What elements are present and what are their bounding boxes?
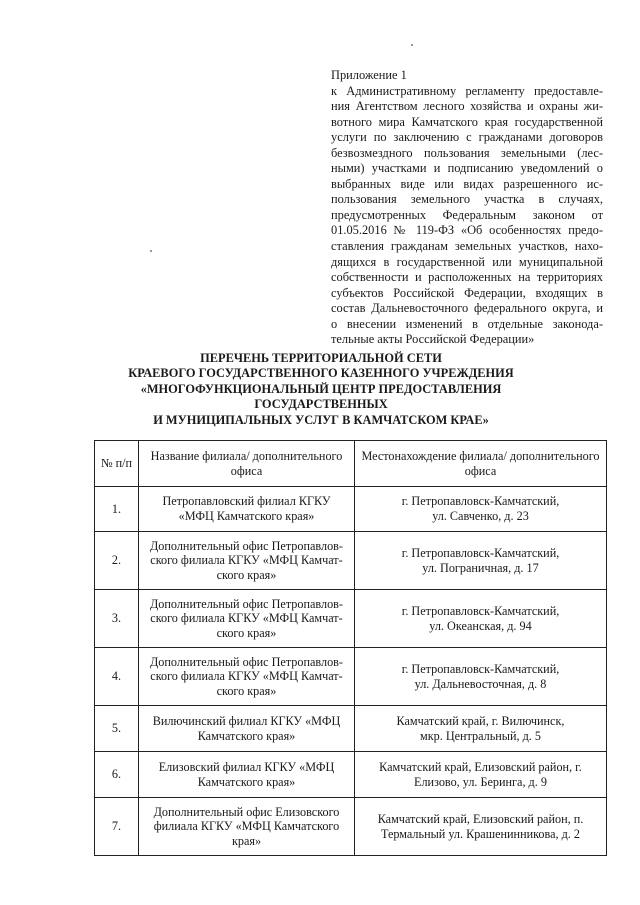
row-name-line: Вилючинский филиал КГКУ «МФЦ <box>152 713 341 728</box>
row-address-line: Елизово, ул. Беринга, д. 9 <box>414 774 547 789</box>
row-name <box>139 706 355 752</box>
header-num <box>95 441 139 487</box>
row-num: 4. <box>95 648 139 706</box>
header-name-line: Название филиала/ <box>150 448 250 463</box>
row-address <box>355 532 607 590</box>
row-address <box>355 487 607 532</box>
row-name-line: Дополнительный офис Петропавлов- <box>149 538 343 553</box>
table-row <box>95 590 607 648</box>
row-address-line: Термальный ул. Крашенинникова, д. 2 <box>380 826 580 841</box>
row-address-line: г. Петропавловск-Камчатский, <box>401 661 560 676</box>
row-address-line: ул. Пограничная, д. 17 <box>422 560 539 575</box>
row-name-line: Дополнительный офис Елизовского <box>153 804 340 819</box>
row-num: 1. <box>95 487 139 532</box>
header-name-line: дополнительного офиса <box>230 448 343 478</box>
row-name-line: Камчатского края» <box>197 774 296 789</box>
row-address <box>355 648 607 706</box>
scan-speck <box>150 250 152 252</box>
scan-speck <box>411 44 413 46</box>
appendix-line: ставления гражданам земельных участков, нахо- <box>331 239 603 254</box>
row-name <box>139 487 355 532</box>
offices-table <box>94 440 607 856</box>
row-address <box>355 590 607 648</box>
row-name-line: ского филиала КГКУ «МФЦ Камчат- <box>150 553 343 568</box>
row-name-line: Дополнительный офис Петропавлов- <box>149 654 343 669</box>
row-num: 5. <box>95 706 139 752</box>
appendix-line: к Административному регламенту предоставле- <box>331 83 603 98</box>
appendix-title: Приложение 1 <box>331 68 407 82</box>
appendix-line: собственности и расположенных на территориях <box>331 270 603 285</box>
row-name-line: ского филиала КГКУ «МФЦ Камчат- <box>150 669 343 684</box>
appendix-line: тельные акты Российской Федерации» <box>331 332 535 347</box>
heading-line: ГОСУДАРСТВЕННЫХ <box>254 397 388 412</box>
appendix-line: о внесении изменений в отдельные законода- <box>331 316 603 331</box>
row-address-line: мкр. Центральный, д. 5 <box>420 728 541 743</box>
appendix-line: предусмотренных Федеральным законом от <box>331 207 603 222</box>
row-name <box>139 532 355 590</box>
row-num: 6. <box>95 752 139 798</box>
appendix-line: ния Агентством лесного хозяйства и охраны жи- <box>331 99 603 114</box>
row-name <box>139 752 355 798</box>
row-name-line: Елизовский филиал КГКУ «МФЦ <box>158 759 335 774</box>
header-address <box>355 441 607 487</box>
appendix-line: состав Дальневосточного федерального округа, и <box>331 301 603 316</box>
row-address <box>355 752 607 798</box>
header-address-line: дополнительного офиса <box>464 448 600 478</box>
table-row <box>95 752 607 798</box>
row-num: 3. <box>95 590 139 648</box>
appendix-line: услуги по заключению с гражданами договоров <box>331 130 603 145</box>
row-name-line: Дополнительный офис Петропавлов- <box>149 596 343 611</box>
table-row <box>95 706 607 752</box>
heading-line: КРАЕВОГО ГОСУДАРСТВЕННОГО КАЗЕННОГО УЧРЕЖДЕНИЯ <box>128 366 514 381</box>
row-address-line: Камчатский край, Елизовский район, п. <box>377 811 584 826</box>
row-num: 7. <box>95 798 139 856</box>
row-address <box>355 706 607 752</box>
row-name-line: края» <box>231 833 262 848</box>
appendix-line: пользования земельного участка в случаях, <box>331 192 603 207</box>
appendix-line: вотного мира Камчатского края государственной <box>331 114 603 129</box>
row-num: 2. <box>95 532 139 590</box>
header-num-line: п/п <box>115 456 133 471</box>
row-name-line: ского края» <box>216 683 277 698</box>
row-name-line: ского края» <box>216 567 277 582</box>
heading-line: ПЕРЕЧЕНЬ ТЕРРИТОРИАЛЬНОЙ СЕТИ <box>200 351 442 365</box>
row-name-line: ского края» <box>216 625 277 640</box>
row-name-line: Камчатского края» <box>197 728 296 743</box>
row-name-line: «МФЦ Камчатского края» <box>178 509 315 523</box>
row-address-line: ул. Савченко, д. 23 <box>432 509 529 523</box>
heading-line: «МНОГОФУНКЦИОНАЛЬНЫЙ ЦЕНТР ПРЕДОСТАВЛЕНИЯ <box>140 381 502 396</box>
appendix-line: субъектов Российской Федерации, входящих в <box>331 285 603 300</box>
row-address-line: г. Петропавловск-Камчатский, <box>401 545 560 560</box>
appendix-note <box>331 68 603 348</box>
row-address-line: Камчатский край, Елизовский район, г. <box>379 759 582 774</box>
appendix-line: 01.05.2016 № 119-ФЗ «Об особенностях предо- <box>331 223 603 238</box>
appendix-line: ными) участками и подписанию уведомлений о <box>331 161 603 176</box>
table-row <box>95 532 607 590</box>
table-row <box>95 487 607 532</box>
row-address <box>355 798 607 856</box>
row-name-line: Петропавловский филиал КГКУ <box>162 494 331 509</box>
header-name <box>139 441 355 487</box>
row-name-line: филиала КГКУ «МФЦ Камчатского <box>153 819 340 834</box>
document-heading <box>96 351 546 428</box>
row-address-line: ул. Океанская, д. 94 <box>429 618 532 633</box>
heading-line: И МУНИЦИПАЛЬНЫХ УСЛУГ В КАМЧАТСКОМ КРАЕ» <box>153 412 489 427</box>
row-address-line: г. Петропавловск-Камчатский, <box>401 603 560 618</box>
row-name <box>139 798 355 856</box>
row-name-line: ского филиала КГКУ «МФЦ Камчат- <box>150 611 343 626</box>
appendix-line: выбранных виде или видах разрешенного ис- <box>331 176 603 191</box>
table-header-row <box>95 441 607 487</box>
row-name <box>139 590 355 648</box>
row-address-line: Камчатский край, г. Вилючинск, <box>396 713 565 728</box>
appendix-line: дящихся в государственной или муниципальной <box>331 254 603 269</box>
row-address-line: г. Петропавловск-Камчатский, <box>401 494 560 509</box>
table-row <box>95 648 607 706</box>
header-num-line: № <box>100 456 113 471</box>
table-row <box>95 798 607 856</box>
appendix-line: безвозмездного пользования земельными (лес- <box>331 145 603 160</box>
row-name <box>139 648 355 706</box>
row-address-line: ул. Дальневосточная, д. 8 <box>414 676 547 691</box>
header-address-line: Местонахождение филиала/ <box>361 448 507 463</box>
